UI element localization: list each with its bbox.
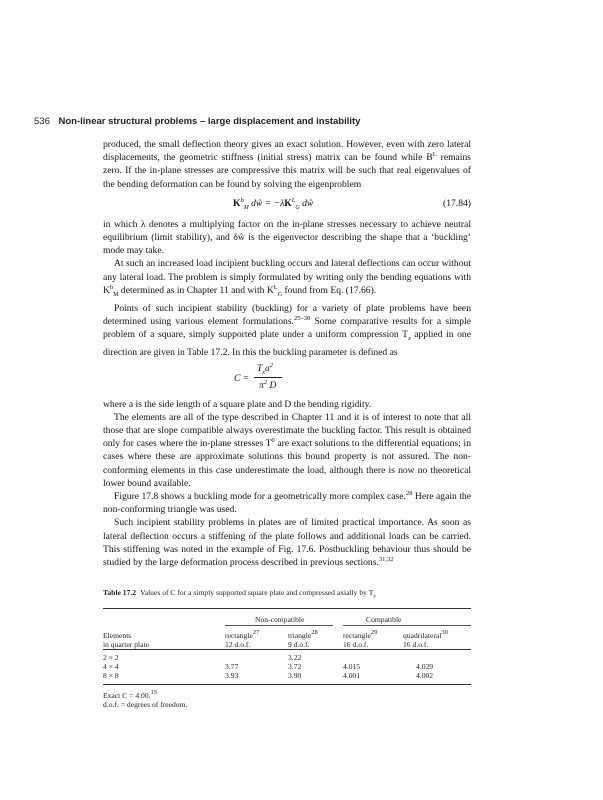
paragraph-6: The elements are all of the type described in Chapter 11 and it is of interest to note that all those that are slope compatible always overestimate the buckling factor. This result is obtained only for cases where the in-plane stresses $T^0$ are exact solutions to the differential equations; in cases where these are approximate solutions this bound property is not assured. The non-conforming elements in this case underestimate the load, although there is now no theoretical lower bound available. <box>103 411 471 489</box>
table-cell: 4.029 <box>416 661 434 671</box>
group-non-compatible: Non-compatible <box>255 614 305 624</box>
paragraph-8: Such incipient stability problems in plates are of limited practical importance. As soon as lateral deflection occurs a stiffening of the plate follows and additional loads can be carried. This stiffening was noted in the example of Fig. 17.6. Postbuckling behaviour thus should be studied by the large deformation process described in previous sections.$^{31,32}$ <box>103 517 471 569</box>
paragraph-5: where a is the side length of a square plate and D the bending rigidity. <box>103 398 372 410</box>
table-footnotes <box>103 688 471 710</box>
chapter-title: Non-linear structural problems – large displacement and instability <box>58 116 361 127</box>
table-cell: 3.22 <box>288 652 302 662</box>
group-rule-non-compatible <box>225 625 333 626</box>
paragraph-4: Points of such incipient stability (buckling) for a variety of plate problems have been determined using various element formulations.$^{25-30}$ Some comparative results for a simple problem of a square, simply supported plate under a uniform compression $T_x$ applied in one direction are given in Table 17.2. In this the buckling parameter is defined as <box>103 302 471 359</box>
col-elements: Elements <box>103 630 132 640</box>
body-text <box>103 138 471 569</box>
table-cell: 3.93 <box>225 670 239 680</box>
paragraph-1: produced, the small deflection theory gives an exact solution. However, even with zero lateral displacements, the geometric stiffness (initial stress) matrix can be found while $B^L$ remains zero. If the in-plane stresses are compressive this matrix will be such that real eigenvalues of the bending deformation can be found by solving the eigenproblem <box>103 139 471 190</box>
table-row: 8 × 8 <box>103 670 119 680</box>
table-cell: 3.90 <box>288 670 302 680</box>
col-rectangle-12: rectangle <box>225 630 253 640</box>
table-cell: 3.77 <box>225 661 239 671</box>
table-cell: 4.001 <box>343 670 361 680</box>
table-cell: 4.015 <box>343 661 361 671</box>
table-bottom-rule <box>103 684 471 685</box>
table-row: 4 × 4 <box>103 661 119 671</box>
col-rectangle-16: rectangle <box>343 630 371 640</box>
table-cell: 3.72 <box>288 661 302 671</box>
group-rule-compatible <box>343 625 471 626</box>
buckling-parameter-formula: C = $T_xa^2$ $\pi^2$ D <box>103 362 471 396</box>
equation-17-84: $K^b_M$ dŵ = $-\lambda K^L_G$ dŵ (17.84) <box>233 196 471 211</box>
table-17-2 <box>103 588 471 710</box>
table-row: 2 × 2 <box>103 652 119 662</box>
footnote-exact: Exact C = 4.00.15 <box>103 688 158 700</box>
footnote-dof: d.o.f. = degrees of freedom. <box>103 700 188 710</box>
group-compatible: Compatible <box>366 614 402 624</box>
running-header <box>34 116 474 127</box>
table-column-header: Elements in quarter plate rectangle$^{27}$ 12 d.o.f. triangle$^{28}$ 9 d.o.f. rectangle$^{29}$ 16 d.o.f. quadrilateral$^{30}$ 16 d.o.f. <box>103 628 448 650</box>
page-number: 536 <box>34 116 50 127</box>
paragraph-7: Figure 17.8 shows a buckling mode for a geometrically more complex case.$^{28}$ Here again the non-conforming triangle was used. <box>103 490 471 516</box>
col-quadrilateral-16: quadrilateral <box>403 630 442 640</box>
col-triangle-9: triangle <box>288 630 312 640</box>
paragraph-2: in which λ denotes a multiplying factor on the in-plane stresses necessary to achieve neutral equilibrium (limit stability), and δŵ is the eigenvector describing the shape that a ‘buckling’ mode may take. <box>103 218 471 257</box>
paragraph-3: At such an increased load incipient buckling occurs and lateral deflections can occur without any lateral load. The problem is simply formulated by writing only the bending equations with $K^b_M$ determined as in Chapter 11 and with $K^L_G$ found from Eq. (17.66). <box>103 258 471 298</box>
table-cell: 4.002 <box>416 670 434 680</box>
table-group-header <box>103 609 471 627</box>
table-caption: Table 17.2 Values of C for a simply supported square plate and compressed axially by $T_x$ <box>103 588 376 600</box>
table-body <box>103 650 471 684</box>
equation-number: (17.84) <box>443 197 471 209</box>
